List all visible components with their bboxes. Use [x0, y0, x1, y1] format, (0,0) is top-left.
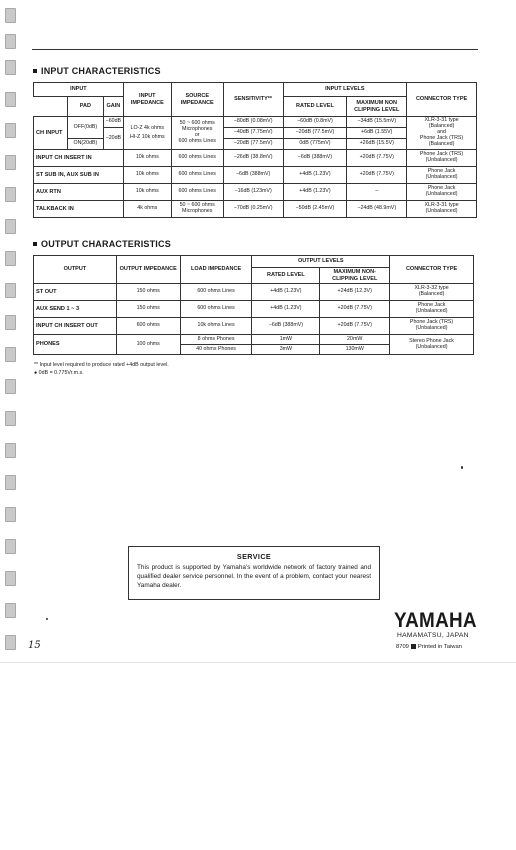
- header-output: OUTPUT: [34, 256, 117, 284]
- sensitivity-cell: −16dB (123mV): [223, 184, 283, 201]
- header-rated-level: RATED LEVEL: [283, 97, 347, 117]
- header-load-impedance: LOAD IMPEDANCE: [180, 256, 252, 284]
- input-impedance-cell: 10k ohms: [123, 150, 171, 167]
- pad-on: ON(20dB): [67, 139, 103, 150]
- source-impedance-cell: 50 ~ 600 ohms Microphones: [171, 201, 223, 218]
- max-level-cell: –: [347, 184, 407, 201]
- print-code: 8709: [396, 644, 409, 650]
- header-blank: [34, 97, 68, 117]
- input-impedance-cell: 10k ohms: [123, 184, 171, 201]
- scan-speck: [46, 618, 48, 620]
- print-mark-icon: [411, 644, 416, 649]
- output-impedance-cell: 150 ohms: [116, 284, 180, 301]
- sensitivity-cell: −20dB (77.5mV): [223, 139, 283, 150]
- max-level-cell: 20mW: [320, 335, 390, 345]
- ch-input-impedance: LO-Z 4k ohms HI-Z 10k ohms: [123, 117, 171, 150]
- rated-level-cell: +4dB (1.23V): [252, 301, 320, 318]
- max-level-cell: +20dB (7.75V): [347, 167, 407, 184]
- header-input-impedance: INPUT IMPEDANCE: [123, 83, 171, 117]
- row-label-st-out: ST OUT: [34, 284, 117, 301]
- load-impedance-cell: 8 ohms Phones: [180, 335, 252, 345]
- output-section-title: OUTPUT CHARACTERISTICS: [33, 239, 171, 249]
- rated-level-cell: 1mW: [252, 335, 320, 345]
- connector-cell: Phone Jack (Unbalanced): [407, 184, 477, 201]
- yamaha-logo: YAMAHA: [394, 609, 477, 632]
- printed-in: Printed in Taiwan: [417, 644, 462, 650]
- header-output-impedance: OUTPUT IMPEDANCE: [116, 256, 180, 284]
- input-characteristics-table: [33, 82, 477, 218]
- row-label-input-ch-insert-out: INPUT CH INSERT OUT: [34, 318, 117, 335]
- header-source-impedance: SOURCE IMPEDANCE: [171, 83, 223, 117]
- row-label-aux-rtn: AUX RTN: [34, 184, 124, 201]
- brand-location: HAMAMATSU, JAPAN: [397, 632, 469, 639]
- output-impedance-cell: 150 ohms: [116, 301, 180, 318]
- rated-level-cell: −6dB (388mV): [252, 318, 320, 335]
- rated-level-cell: +4dB (1.23V): [283, 184, 347, 201]
- print-info: [396, 644, 462, 650]
- rated-level-cell: −50dB (2.45mV): [283, 201, 347, 218]
- rated-level-cell: −60dB (0.8mV): [283, 117, 347, 128]
- rated-level-cell: 0dB (775mV): [283, 139, 347, 150]
- sensitivity-cell: −40dB (7.75mV): [223, 128, 283, 139]
- rated-level-cell: +4dB (1.23V): [283, 167, 347, 184]
- header-output-levels: OUTPUT LEVELS: [252, 256, 390, 268]
- service-text: This product is supported by Yamaha's worldwide network of factory trained and qualified dealer service personnel. In the event of a problem, contact your nearest Yamaha dealer.: [137, 564, 371, 590]
- rated-level-cell: −6dB (388mV): [283, 150, 347, 167]
- connector-cell: Stereo Phone Jack (Unbalanced): [390, 335, 474, 355]
- rated-level-cell: −20dB (77.5mV): [283, 128, 347, 139]
- input-impedance-cell: 4k ohms: [123, 201, 171, 218]
- source-impedance-cell: 600 ohms Lines: [171, 150, 223, 167]
- footnotes: [34, 362, 169, 377]
- row-label-phones: PHONES: [34, 335, 117, 355]
- max-level-cell: 130mW: [320, 345, 390, 355]
- service-title: SERVICE: [236, 552, 272, 561]
- output-impedance-cell: 100 ohms: [116, 335, 180, 355]
- row-label-st-sub-in: ST SUB IN, AUX SUB IN: [34, 167, 124, 184]
- scan-speck: [461, 466, 463, 469]
- connector-cell: Phone Jack (Unbalanced): [390, 301, 474, 318]
- header-max-level: MAXIMUM NON CLIPPING LEVEL: [347, 97, 407, 117]
- bullet-icon: [33, 69, 37, 73]
- max-level-cell: +20dB (7.75V): [347, 150, 407, 167]
- max-level-cell: +24dB (12.3V): [320, 284, 390, 301]
- load-impedance-cell: 40 ohms Phones: [180, 345, 252, 355]
- spiral-binding: [0, 0, 22, 660]
- ch-input-source-impedance: 50 ~ 600 ohms Microphones or 600 ohms Lines: [171, 117, 223, 150]
- max-level-cell: +26dB (15.5V): [347, 139, 407, 150]
- output-characteristics-table: [33, 255, 474, 355]
- max-level-cell: −34dB (15.5mV): [347, 117, 407, 128]
- load-impedance-cell: 600 ohms Lines: [180, 301, 252, 318]
- header-max-level: MAXIMUM NON- CLIPPING LEVEL: [320, 268, 390, 284]
- footnote-reference: ● 0dB = 0.775Vr.m.s.: [34, 369, 84, 376]
- load-impedance-cell: 600 ohms Lines: [180, 284, 252, 301]
- header-input-levels: INPUT LEVELS: [283, 83, 407, 97]
- bullet-icon: [33, 242, 37, 246]
- gain-60: −60dB: [103, 117, 123, 128]
- output-impedance-cell: 600 ohms: [116, 318, 180, 335]
- rated-level-cell: +4dB (1.23V): [252, 284, 320, 301]
- header-connector-type: CONNECTOR TYPE: [407, 83, 477, 117]
- header-gain: GAIN: [103, 97, 123, 117]
- header-pad: PAD: [67, 97, 103, 117]
- row-ch-input-label: CH INPUT: [34, 117, 68, 150]
- row-label-aux-send: AUX SEND 1 ~ 3: [34, 301, 117, 318]
- page-number: 15: [28, 640, 41, 651]
- max-level-cell: −24dB (48.9mV): [347, 201, 407, 218]
- sensitivity-cell: −70dB (0.25mV): [223, 201, 283, 218]
- source-impedance-cell: 600 ohms Lines: [171, 167, 223, 184]
- top-rule: [32, 49, 478, 50]
- row-label-input-ch-insert-in: INPUT CH INSERT IN: [34, 150, 124, 167]
- connector-cell: Phone Jack (Unbalanced): [407, 167, 477, 184]
- max-level-cell: +6dB (1.55V): [347, 128, 407, 139]
- connector-cell: XLR-3-32 type (Balanced): [390, 284, 474, 301]
- load-impedance-cell: 10k ohms Lines: [180, 318, 252, 335]
- footnote-sensitivity: ** Input level required to produce rated +4dB output level.: [34, 362, 169, 368]
- gain-20: −20dB: [103, 128, 123, 150]
- sensitivity-cell: −6dB (388mV): [223, 167, 283, 184]
- pad-off: OFF(0dB): [67, 117, 103, 139]
- ch-input-connector: XLR-3-31 type (Balanced) and Phone Jack (TRS) (Balanced): [407, 117, 477, 150]
- service-box: [128, 546, 380, 600]
- max-level-cell: +20dB (7.75V): [320, 318, 390, 335]
- input-impedance-cell: 10k ohms: [123, 167, 171, 184]
- header-connector-type: CONNECTOR TYPE: [390, 256, 474, 284]
- sensitivity-cell: −26dB (38.8mV): [223, 150, 283, 167]
- page-edge: [0, 662, 516, 663]
- connector-cell: XLR-3-31 type (Unbalanced): [407, 201, 477, 218]
- max-level-cell: +20dB (7.75V): [320, 301, 390, 318]
- header-rated-level: RATED LEVEL: [252, 268, 320, 284]
- rated-level-cell: 3mW: [252, 345, 320, 355]
- connector-cell: Phone Jack (TRS) (Unbalanced): [407, 150, 477, 167]
- input-section-title: INPUT CHARACTERISTICS: [33, 66, 161, 76]
- sensitivity-cell: −80dB (0.08mV): [223, 117, 283, 128]
- connector-cell: Phone Jack (TRS) (Unbalanced): [390, 318, 474, 335]
- header-sensitivity: SENSITIVITY**: [223, 83, 283, 117]
- row-label-talkback-in: TALKBACK IN: [34, 201, 124, 218]
- header-input: INPUT: [34, 83, 124, 97]
- source-impedance-cell: 600 ohms Lines: [171, 184, 223, 201]
